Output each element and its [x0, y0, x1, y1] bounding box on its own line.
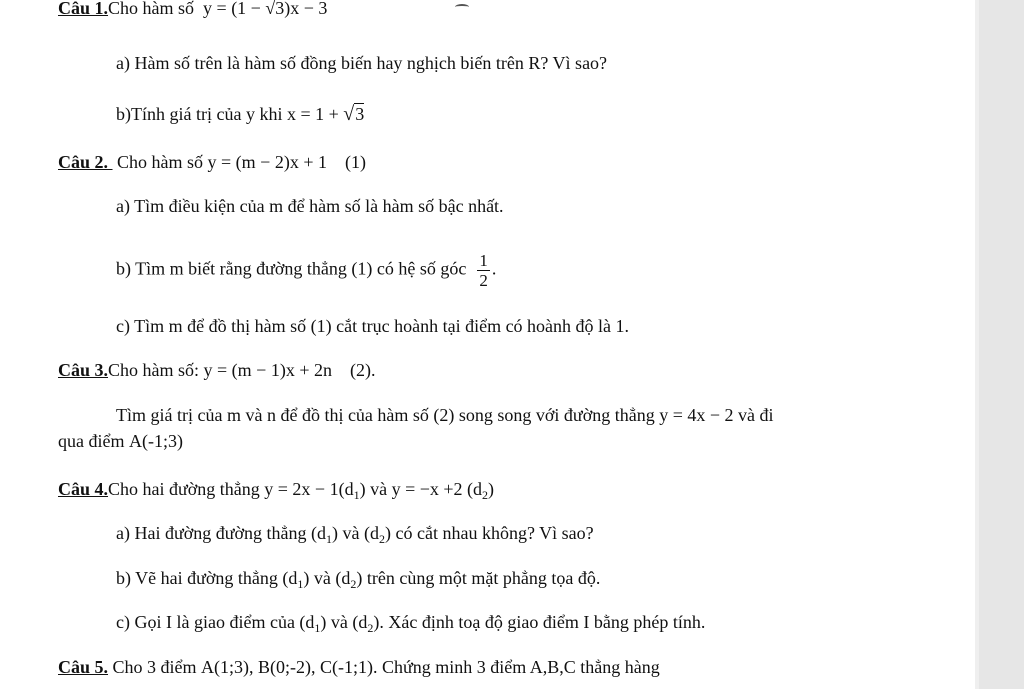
q4-header: Câu 4.Cho hai đường thẳng $y = 2x - 1(d_1)$ và y = −x +2 $(d_2)$ — [58, 479, 495, 502]
q1-b-formula: x = 1 + √3 — [286, 103, 365, 125]
q4-line-d2: y = −x +2 $(d_2)$ — [391, 479, 495, 502]
q2-heading: Câu 2. — [58, 152, 113, 172]
q3-header: Câu 3.Cho hàm số: y = (m − 1)x + 2n (2). — [58, 360, 376, 380]
q2-tag: (1) — [344, 152, 366, 172]
viewer-background — [979, 0, 1024, 689]
q3-point: A(-1;3) — [128, 431, 183, 451]
q2-part-b: b) Tìm m biết rằng đường thẳng (1) có hệ số góc $\frac{1}{2}$ . — [116, 251, 497, 290]
q3-line1: Tìm giá trị của m và n để đồ thị của hàm số (2) song song với đường thẳng y = 4x − 2 và đi — [116, 405, 774, 425]
q2-formula: y = (m − 2)x + 1 — [207, 152, 327, 172]
q4-part-a: a) Hai đường đường thẳng $(d_1)$ và $(d_2)$ có cắt nhau không? Vì sao? — [116, 523, 594, 546]
q3-line2: qua điểm A(-1;3) — [58, 431, 183, 451]
q4-heading: Câu 4. — [58, 479, 109, 499]
q3-formula: y = (m − 1)x + 2n — [203, 360, 332, 380]
q2-fraction: $\frac{1}{2}$ — [479, 251, 488, 290]
q5-heading: Câu 5. — [58, 657, 109, 677]
q5-header: Câu 5. Cho 3 điểm A(1;3), B(0;-2), C(-1;1). Chứng minh 3 điểm A,B,C thẳng hàng — [58, 657, 660, 677]
q1-intro: Cho hàm số — [108, 0, 195, 18]
q3-heading: Câu 3. — [58, 360, 109, 380]
q1-heading: Câu 1. — [58, 0, 109, 18]
q1-part-a: a) Hàm số trên là hàm số đồng biến hay nghịch biến trên R? Vì sao? — [116, 53, 608, 73]
q4-part-c: c) Gọi I là giao điểm của $(d_1)$ và $(d_2)$. Xác định toạ độ giao điểm I bằng phép tính. — [116, 612, 706, 635]
q4-part-b: b) Vẽ hai đường thẳng $(d_1)$ và $(d_2)$ trên cùng một mặt phẳng tọa độ. — [116, 568, 601, 591]
q3-line-formula: y = 4x − 2 — [659, 405, 734, 425]
q1-formula: y = (1 − √3)x − 3 — [203, 0, 328, 18]
q1-header — [58, 0, 327, 19]
q1-part-b: b)Tính giá trị của y khi x = 1 + √3 — [116, 103, 365, 125]
q2-part-c: c) Tìm m để đồ thị hàm số (1) cắt trục hoành tại điểm có hoành độ là 1. — [116, 316, 630, 336]
q3-tag: (2). — [349, 360, 376, 380]
q4-line-d1: $y = 2x - 1(d_1)$ — [264, 479, 366, 502]
q5-task: Chứng minh 3 điểm A,B,C thẳng hàng — [381, 657, 660, 677]
q2-part-a: a) Tìm điều kiện của m để hàm số là hàm số bậc nhất. — [116, 196, 504, 216]
q2-header: Câu 2. Cho hàm số y = (m − 2)x + 1 (1) — [58, 152, 366, 172]
q5-points: A(1;3), B(0;-2), C(-1;1). — [201, 657, 378, 677]
cropped-glyph — [455, 4, 469, 10]
